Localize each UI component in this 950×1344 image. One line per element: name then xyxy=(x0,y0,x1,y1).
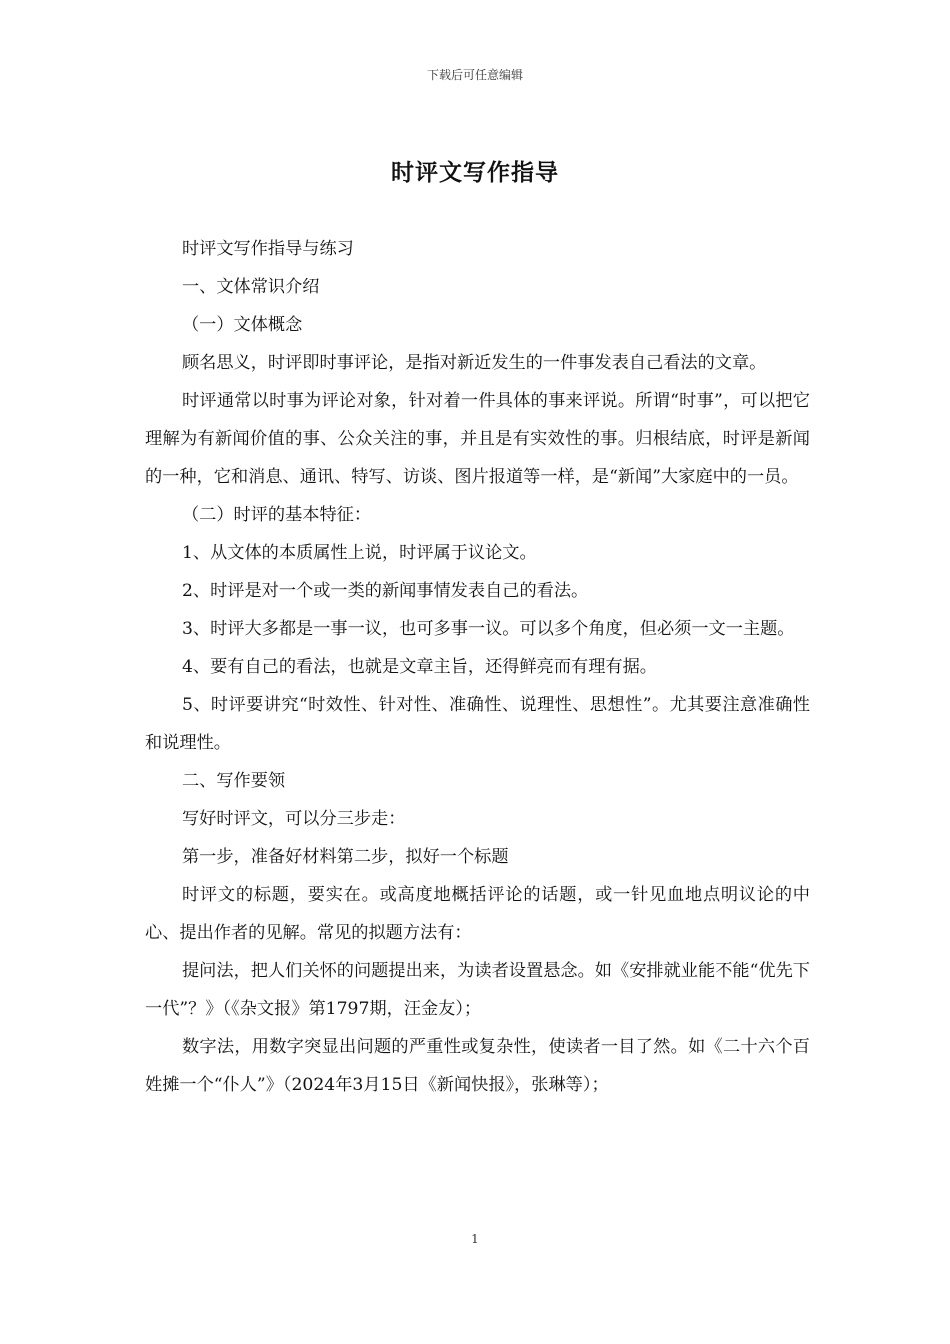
paragraph: 2、时评是对一个或一类的新闻事情发表自己的看法。 xyxy=(181,581,589,601)
paragraph: 时评文写作指导与练习 xyxy=(181,239,354,259)
paragraph: 提问法，把人们关怀的问题提出来，为读者设置悬念。如《安排就业能不能“优先下一代”？》（《杂文报》第1797期，汪金友）； xyxy=(145,961,810,1019)
header-note: 下载后可任意编辑 xyxy=(426,68,523,82)
paragraph: 第一步，准备好材料第二步，拟好一个标题 xyxy=(181,847,509,867)
page-number: 1 xyxy=(471,1232,479,1246)
document-body xyxy=(145,230,810,1104)
paragraph: 3、时评大多都是一事一议，也可多事一议。可以多个角度，但必须一文一主题。 xyxy=(181,619,795,639)
paragraph: （一）文体概念 xyxy=(181,315,303,335)
paragraph: 4、要有自己的看法，也就是文章主旨，还得鲜亮而有理有据。 xyxy=(181,657,657,677)
paragraph: 5、时评要讲究“时效性、针对性、准确性、说理性、思想性”。尤其要注意准确性和说理性。 xyxy=(145,695,810,753)
paragraph: （二）时评的基本特征： xyxy=(181,505,372,525)
paragraph: 时评文的标题，要实在。或高度地概括评论的话题，或一针见血地点明议论的中心、提出作者的见解。常见的拟题方法有： xyxy=(145,885,810,943)
paragraph: 数字法，用数字突显出问题的严重性或复杂性，使读者一目了然。如《二十六个百姓摊一个“仆人”》（2024年3月15日《新闻快报》，张琳等）； xyxy=(145,1037,810,1095)
paragraph: 顾名思义，时评即时事评论，是指对新近发生的一件事发表自己看法的文章。 xyxy=(181,353,767,373)
document-title: 时评文写作指导 xyxy=(391,159,559,186)
paragraph: 二、写作要领 xyxy=(181,771,286,791)
paragraph: 一、文体常识介绍 xyxy=(181,277,320,297)
paragraph: 写好时评文，可以分三步走： xyxy=(181,809,406,829)
paragraph: 1、从文体的本质属性上说，时评属于议论文。 xyxy=(181,543,537,563)
paragraph: 时评通常以时事为评论对象，针对着一件具体的事来评说。所谓“时事”，可以把它理解为有新闻价值的事、公众关注的事，并且是有实效性的事。归根结底，时评是新闻的一种，它和消息、通讯、特写、访谈、图片报道等一样，是“新闻”大家庭中的一员。 xyxy=(145,391,810,487)
